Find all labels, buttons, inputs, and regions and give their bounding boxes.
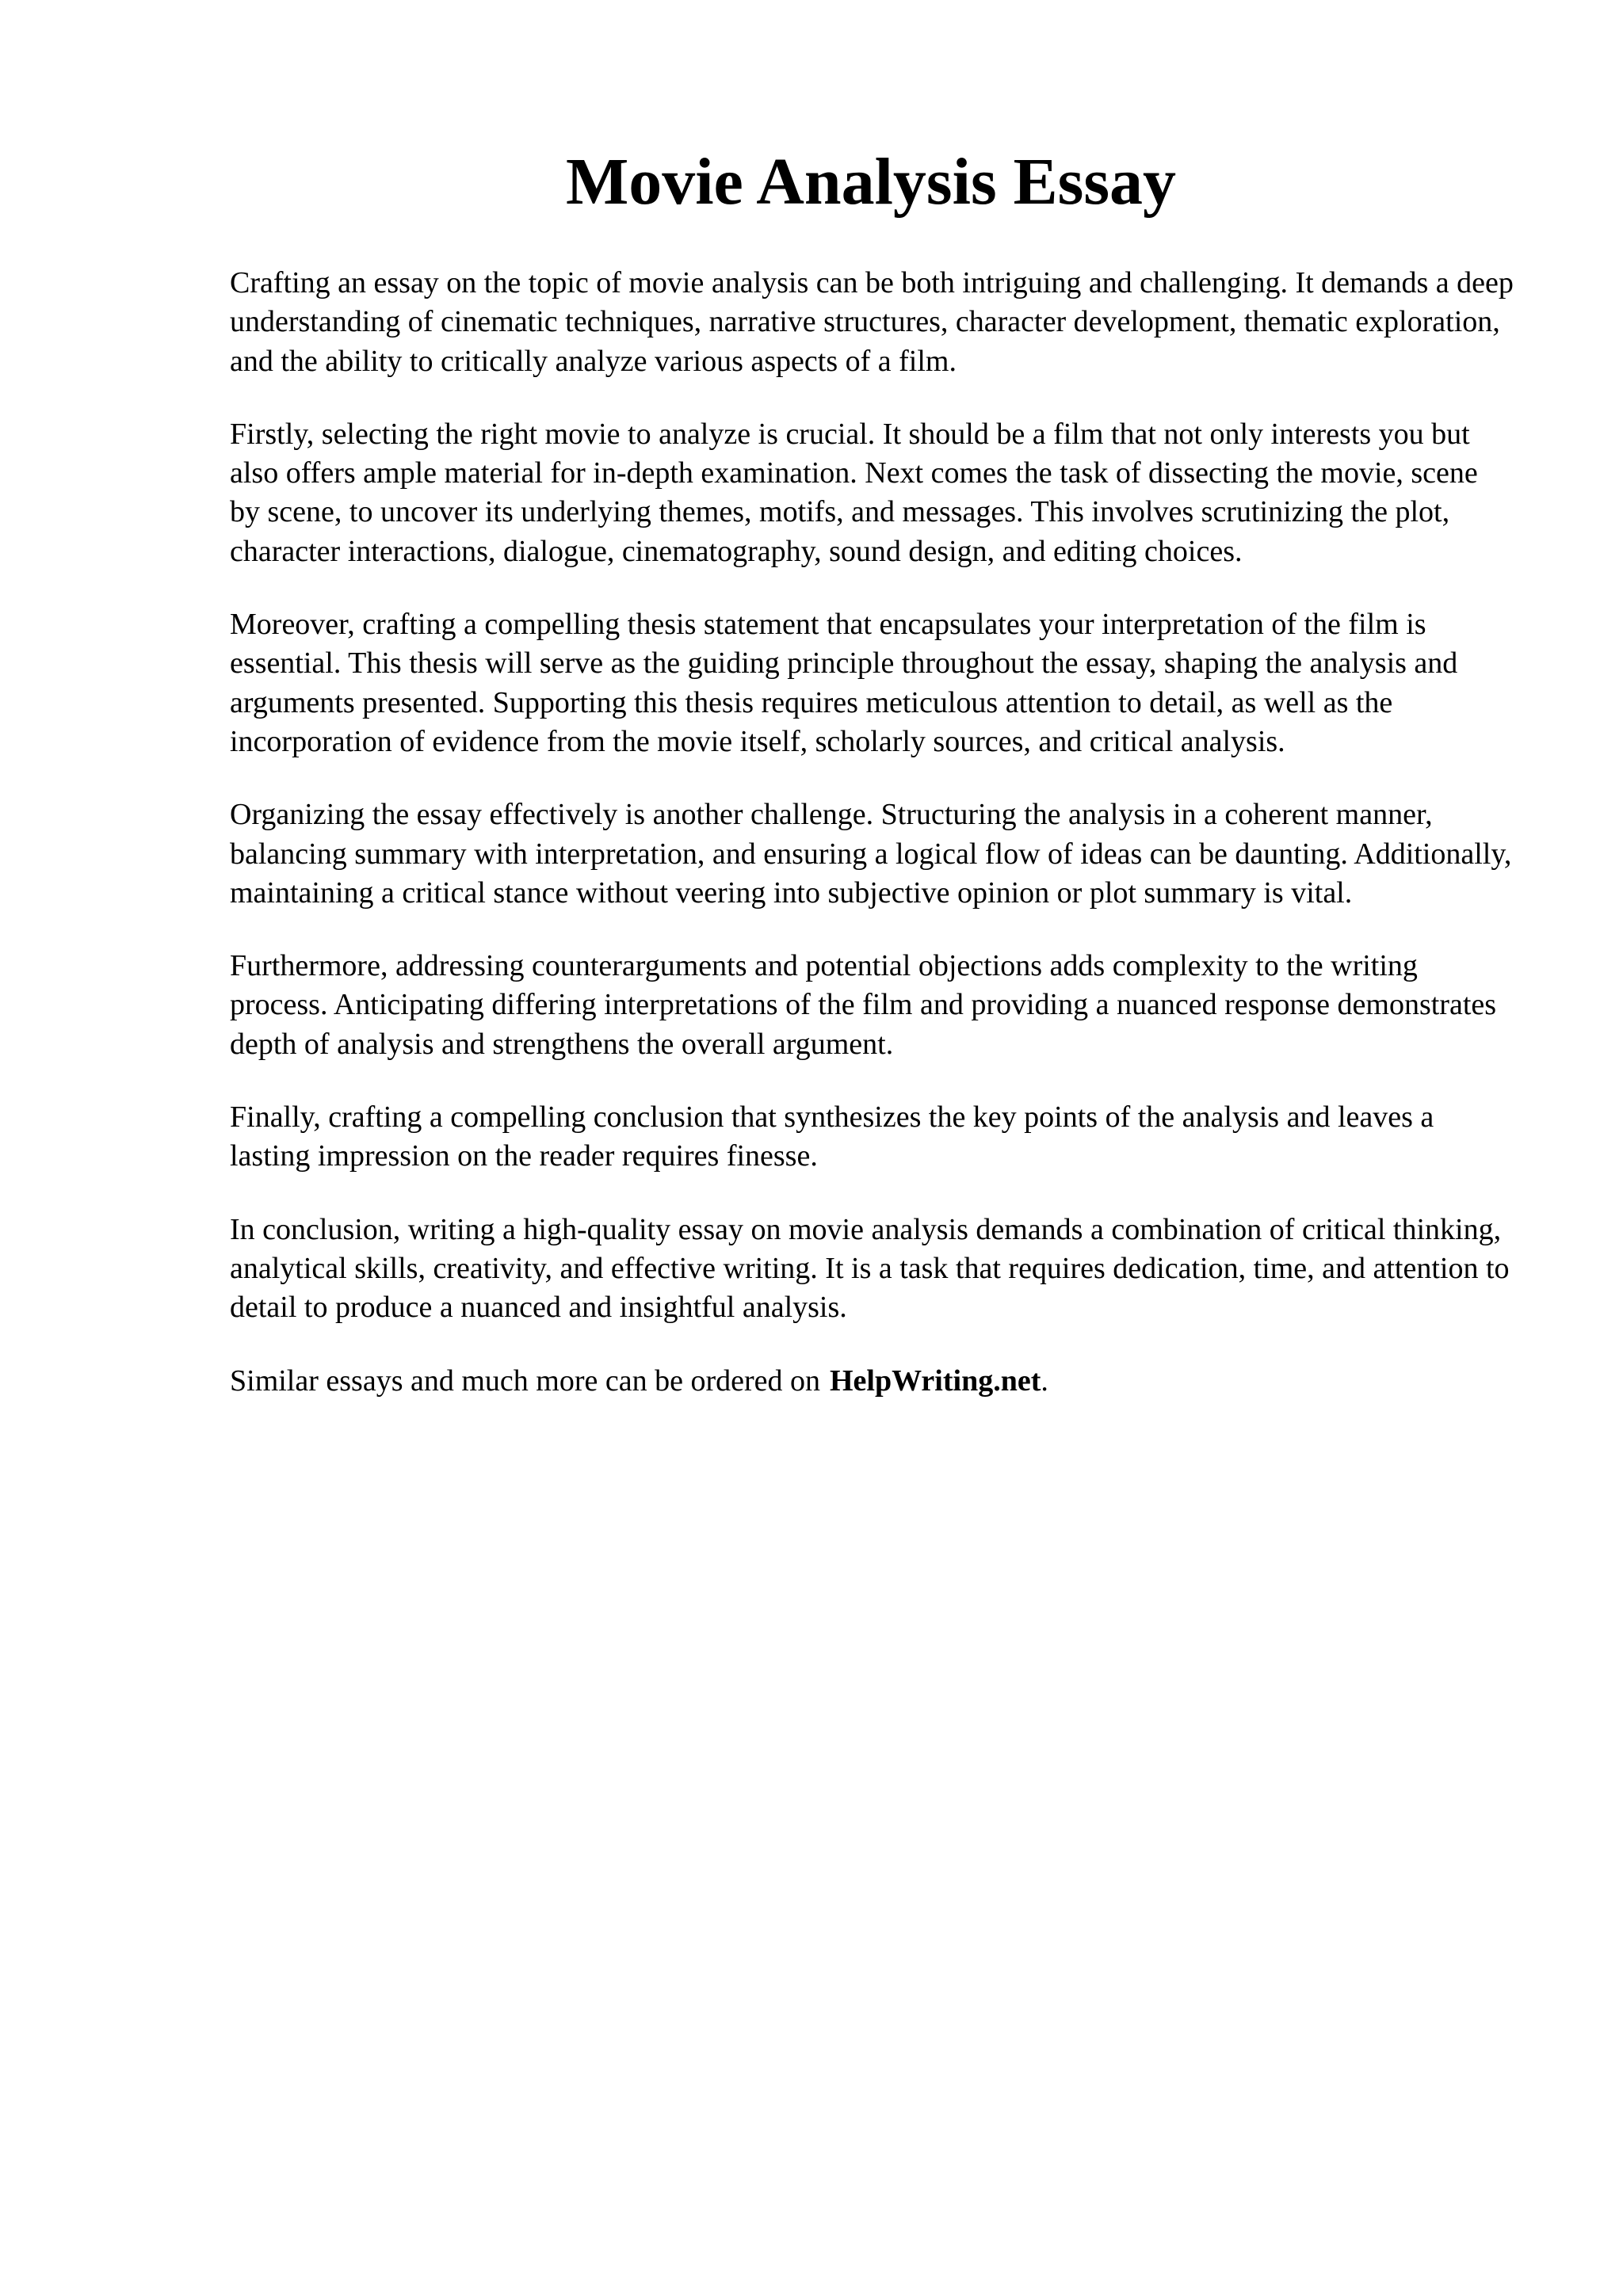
paragraph-intro: Crafting an essay on the topic of movie analysis can be both intriguing and challenging. It demands a deep understanding of cinematic techniques, narrative structures, character development, thematic exploration, and the ability to critically analyze various aspects of a film. (230, 266, 1514, 378)
footer-line (230, 1362, 1514, 1401)
footer-period: . (1041, 1363, 1048, 1398)
footer-text: Similar essays and much more can be ordered on (230, 1363, 820, 1398)
paragraph-organizing: Organizing the essay effectively is another challenge. Structuring the analysis in a coherent manner, balancing summary with interpretation, and ensuring a logical flow of ideas can be daunting. Additionally, maintaining a critical stance without veering into subjective opinion or plot summary is vital. (230, 798, 1512, 910)
paragraph-selecting-movie: Firstly, selecting the right movie to analyze is crucial. It should be a film that not only interests you but also offers ample material for in-depth examination. Next comes the task of dissecting the movie, scene by scene, to uncover its underlying themes, motifs, and messages. This involves scrutinizing the plot, character interactions, dialogue, cinematography, sound design, and editing choices. (230, 417, 1478, 568)
paragraph-counterarguments: Furthermore, addressing counterarguments and potential objections adds complexity to the writing process. Anticipating differing interpretations of the film and providing a nuanced response demonstrates depth of analysis and strengthens the overall argument. (230, 949, 1497, 1061)
paragraph-in-conclusion: In conclusion, writing a high-quality essay on movie analysis demands a combination of critical thinking, analytical skills, creativity, and effective writing. It is a task that requires dedication, time, and attention to detail to produce a nuanced and insightful analysis. (230, 1212, 1510, 1325)
document-title: Movie Analysis Essay (565, 145, 1177, 219)
paragraph-conclusion-crafting: Finally, crafting a compelling conclusion that synthesizes the key points of the analysis and leaves a lasting impression on the reader requires finesse. (230, 1100, 1434, 1173)
brand-link[interactable]: HelpWriting.net (830, 1363, 1041, 1398)
paragraph-thesis: Moreover, crafting a compelling thesis statement that encapsulates your interpretation of the film is essential. This thesis will serve as the guiding principle throughout the essay, shaping the analysis and arguments presented. Supporting this thesis requires meticulous attention to detail, as well as the incorporation of evidence from the movie itself, scholarly sources, and critical analysis. (230, 608, 1458, 758)
document-body (230, 264, 1514, 1435)
